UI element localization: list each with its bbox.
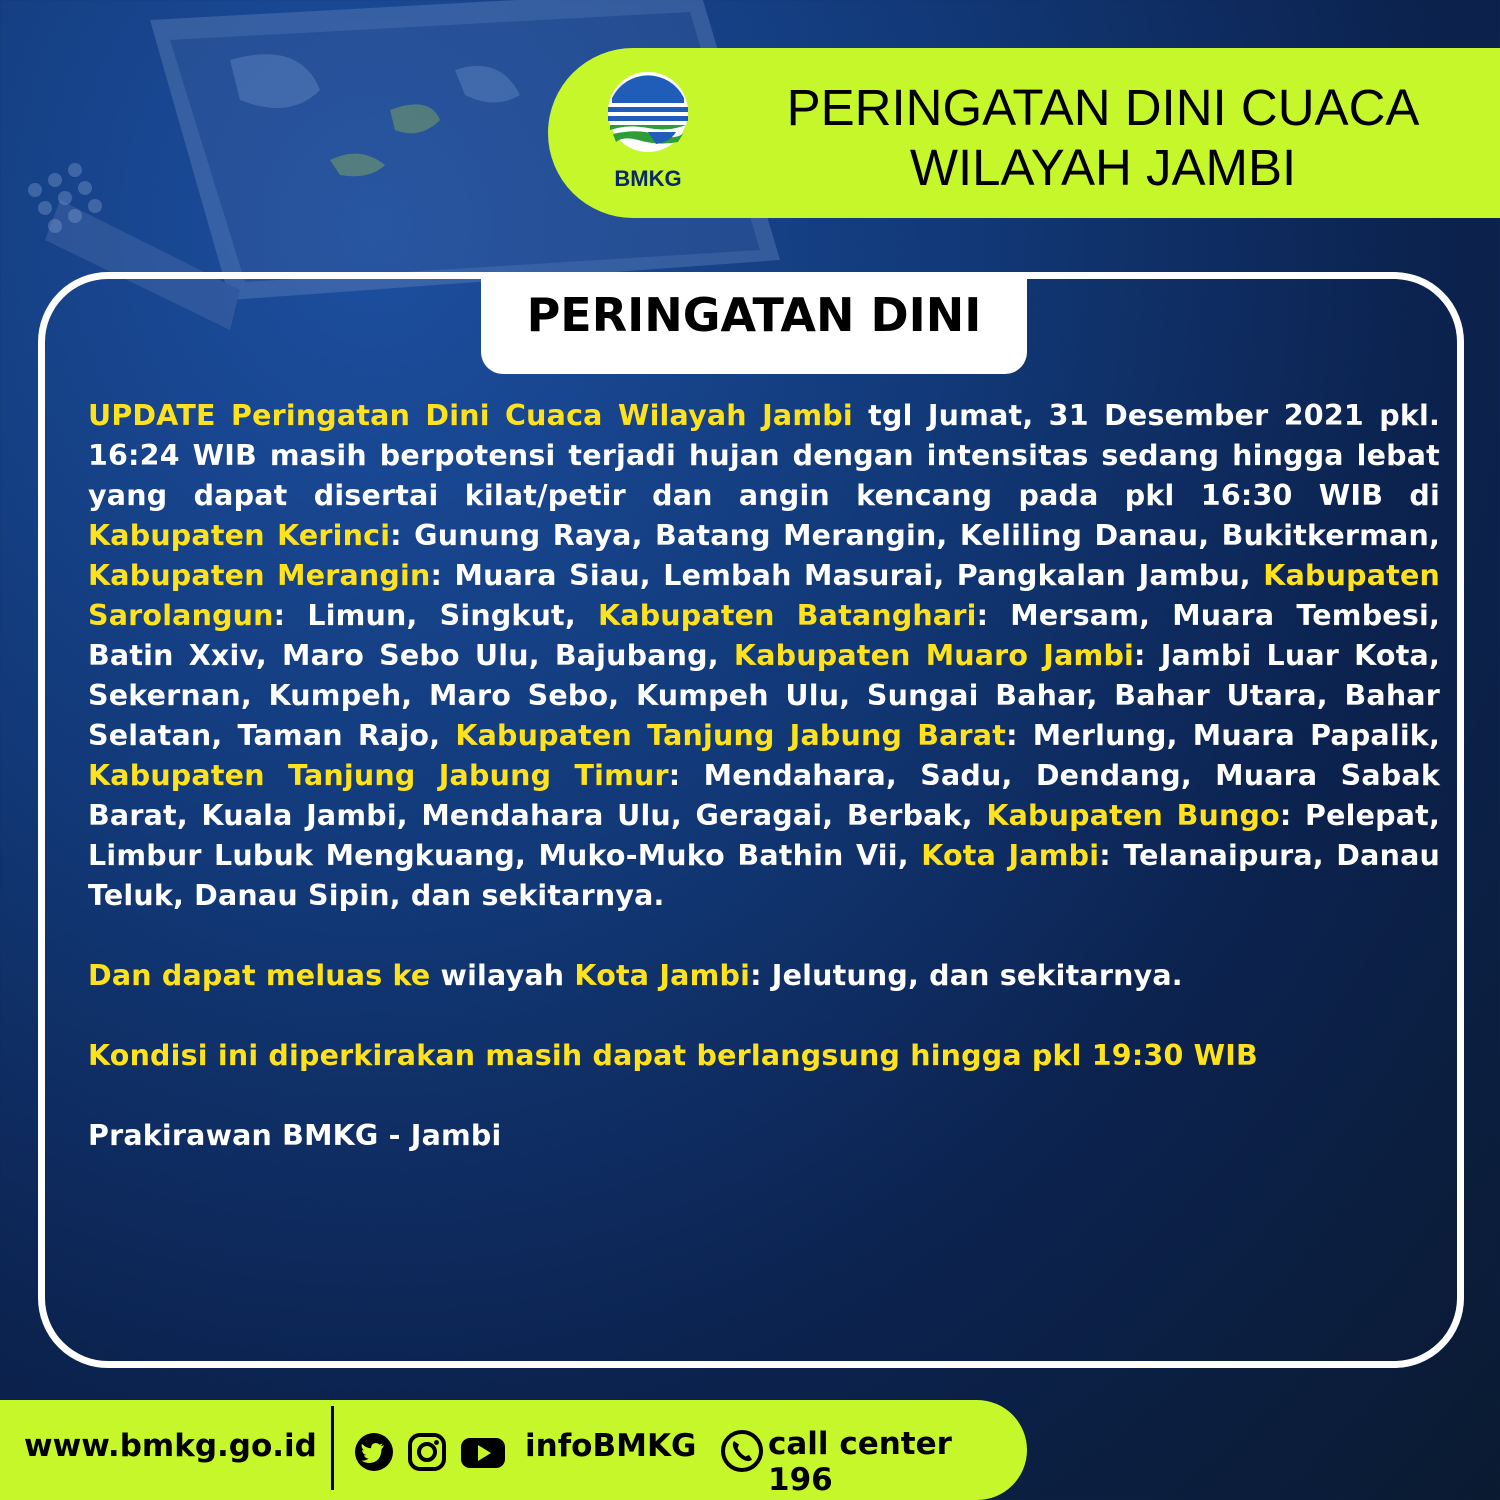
bulletin-paragraph-duration: Kondisi ini diperkirakan masih dapat berlangsung hingga pkl 19:30 WIB: [88, 1039, 1258, 1072]
region-kota-jambi-expansion: Kota Jambi: [574, 959, 751, 992]
bulletin-signature: Prakirawan BMKG - Jambi: [88, 1119, 502, 1152]
card-tab: [481, 272, 1027, 374]
text-span: wilayah: [430, 959, 575, 992]
region-tanjung-jabung-barat: Kabupaten Tanjung Jabung Barat: [455, 719, 1007, 752]
title-line-2: WILAYAH JAMBI: [909, 139, 1297, 196]
text-span: : Gunung Raya, Batang Merangin, Keliling Danau, Bukitkerman,: [390, 519, 1440, 552]
region-muaro-jambi: Kabupaten Muaro Jambi: [733, 639, 1135, 672]
text-span: : Jambi Luar Kota, Sekernan, Kumpeh, Maro Sebo, Kumpeh Ulu, Sungai Bahar, Bahar Utara, Bahar Selatan, Taman Rajo,: [88, 639, 1440, 752]
call-center-number[interactable]: call center 196: [768, 1426, 952, 1498]
text-span: : Mersam, Muara Tembesi, Batin Xxiv, Maro Sebo Ulu, Bajubang,: [88, 599, 1440, 672]
bmkg-logo-icon: [598, 70, 698, 170]
expansion-heading: Dan dapat meluas ke: [88, 959, 431, 992]
bulletin-paragraph-expansion: [88, 956, 1440, 996]
footer-bar: [0, 1400, 1027, 1500]
bulletin-content: [88, 396, 1440, 1156]
spacer: [88, 996, 1440, 1036]
text-span: tgl Jumat, 31 Desember 2021 pkl. 16:24 WIB masih berpotensi terjadi hujan dengan intensitas sedang hingga lebat yang dapat disertai kilat/petir dan angin kencang pada pkl 16:30 WIB di: [88, 399, 1440, 512]
update-heading: UPDATE Peringatan Dini Cuaca Wilayah Jambi: [88, 399, 853, 432]
instagram-icon[interactable]: [407, 1432, 447, 1472]
text-span: : Pelepat, Limbur Lubuk Mengkuang, Muko-Muko Bathin Vii,: [88, 799, 1440, 872]
text-span: : Merlung, Muara Papalik,: [1006, 719, 1440, 752]
logo-text: BMKG: [614, 166, 682, 191]
region-bungo: Kabupaten Bungo: [986, 799, 1280, 832]
footer-divider: [331, 1406, 334, 1490]
text-span: : Limun, Singkut,: [273, 599, 598, 632]
text-span: : Jelutung, dan sekitarnya.: [750, 959, 1183, 992]
page-title: [748, 78, 1458, 198]
spacer: [88, 916, 1440, 956]
region-kota-jambi: Kota Jambi: [921, 839, 1100, 872]
card-tab-label: PERINGATAN DINI: [526, 288, 982, 342]
social-handle[interactable]: infoBMKG: [525, 1428, 697, 1464]
website-link[interactable]: www.bmkg.go.id: [24, 1428, 317, 1464]
twitter-icon[interactable]: [354, 1432, 394, 1472]
bulletin-paragraph-main: [88, 396, 1440, 916]
region-sarolangun: Kabupaten Sarolangun: [88, 559, 1440, 632]
region-kerinci: Kabupaten Kerinci: [88, 519, 391, 552]
youtube-icon[interactable]: [460, 1432, 506, 1472]
region-tanjung-jabung-timur: Kabupaten Tanjung Jabung Timur: [88, 759, 669, 792]
header-banner: [548, 48, 1500, 218]
region-batanghari: Kabupaten Batanghari: [597, 599, 977, 632]
spacer: [88, 1076, 1440, 1116]
text-span: : Mendahara, Sadu, Dendang, Muara Sabak Barat, Kuala Jambi, Mendahara Ulu, Geragai, Berbak,: [88, 759, 1440, 832]
text-span: : Muara Siau, Lembah Masurai, Pangkalan Jambu,: [430, 559, 1264, 592]
phone-icon: [721, 1430, 763, 1472]
region-merangin: Kabupaten Merangin: [88, 559, 431, 592]
title-line-1: PERINGATAN DINI CUACA: [786, 79, 1420, 136]
bmkg-logo: [598, 70, 698, 195]
text-span: : Telanaipura, Danau Teluk, Danau Sipin, dan sekitarnya.: [88, 839, 1440, 912]
